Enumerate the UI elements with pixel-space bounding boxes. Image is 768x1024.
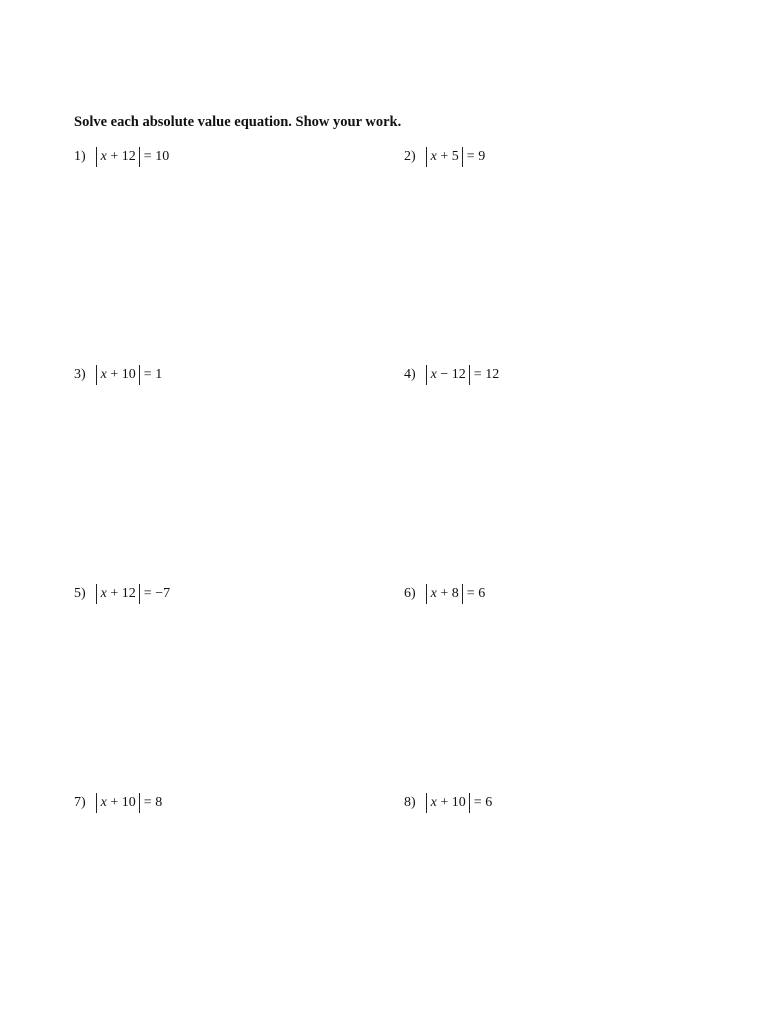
absolute-value-expression	[426, 584, 463, 604]
problem-number: 6)	[404, 586, 416, 601]
right-hand-side: = 6	[473, 795, 493, 810]
inner-expression: − 12	[436, 367, 466, 382]
right-hand-side: = 6	[466, 586, 486, 601]
inner-expression: + 8	[436, 586, 459, 601]
problem-6	[404, 583, 485, 605]
absolute-value-expression	[96, 147, 140, 167]
right-hand-side: = 12	[473, 367, 500, 382]
problem-3	[74, 364, 162, 386]
variable: x	[100, 586, 107, 601]
problem-8	[404, 792, 492, 814]
problem-7	[74, 792, 162, 814]
variable: x	[430, 149, 437, 164]
problem-4	[404, 364, 499, 386]
inner-expression: + 12	[106, 586, 136, 601]
variable: x	[430, 795, 437, 810]
variable: x	[100, 367, 107, 382]
variable: x	[100, 795, 107, 810]
absolute-value-expression	[96, 584, 140, 604]
absolute-value-expression	[96, 365, 140, 385]
inner-expression: + 5	[436, 149, 459, 164]
absolute-value-expression	[96, 793, 140, 813]
right-hand-side: = 9	[466, 149, 486, 164]
inner-expression: + 10	[436, 795, 466, 810]
problem-5	[74, 583, 170, 605]
inner-expression: + 10	[106, 367, 136, 382]
problem-number: 2)	[404, 149, 416, 164]
problem-number: 5)	[74, 586, 86, 601]
instructions-heading: Solve each absolute value equation. Show your work.	[74, 114, 402, 130]
right-hand-side: = 10	[143, 149, 170, 164]
problem-number: 1)	[74, 149, 86, 164]
variable: x	[430, 367, 437, 382]
absolute-value-expression	[426, 147, 463, 167]
problem-1	[74, 146, 169, 168]
inner-expression: + 10	[106, 795, 136, 810]
problem-2	[404, 146, 485, 168]
right-hand-side: = 8	[143, 795, 163, 810]
problem-number: 3)	[74, 367, 86, 382]
problem-number: 8)	[404, 795, 416, 810]
right-hand-side: = 1	[143, 367, 163, 382]
absolute-value-expression	[426, 365, 470, 385]
inner-expression: + 12	[106, 149, 136, 164]
problem-number: 4)	[404, 367, 416, 382]
absolute-value-expression	[426, 793, 470, 813]
variable: x	[100, 149, 107, 164]
variable: x	[430, 586, 437, 601]
problem-number: 7)	[74, 795, 86, 810]
right-hand-side: = −7	[143, 586, 171, 601]
